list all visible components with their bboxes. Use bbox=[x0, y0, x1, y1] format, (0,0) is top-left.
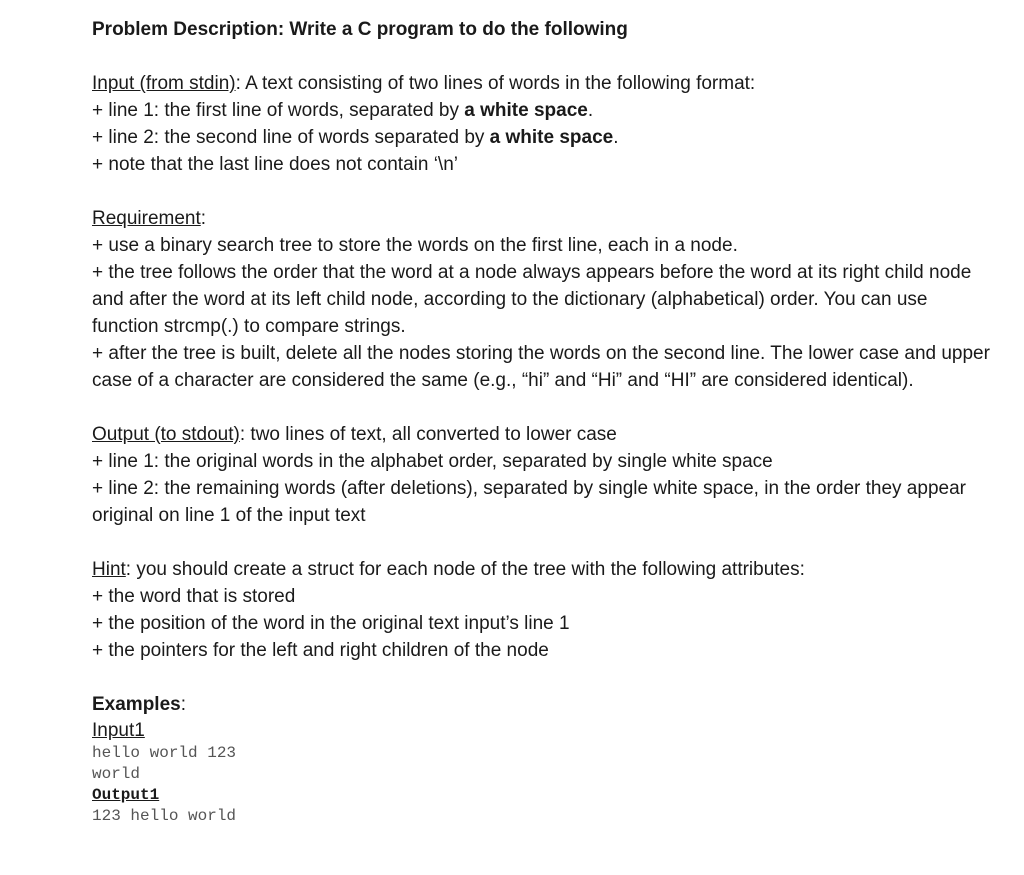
hint-item-1: + the word that is stored bbox=[92, 586, 296, 607]
example-output-label: Output1 bbox=[92, 786, 160, 804]
examples-section bbox=[92, 691, 992, 827]
hint-section bbox=[92, 556, 992, 664]
spacer bbox=[92, 178, 992, 205]
hint-item-3: + the pointers for the left and right children of the node bbox=[92, 640, 549, 661]
output-intro: : two lines of text, all converted to lower case bbox=[239, 424, 617, 445]
requirement-section bbox=[92, 205, 992, 394]
example-input-label: Input1 bbox=[92, 720, 145, 741]
requirement-item-3: + after the tree is built, delete all the nodes storing the words on the second line. The lower case and upper case of a character are considered the same (e.g., “hi” and “Hi” and “HI” are considered identical). bbox=[92, 343, 990, 391]
output-item-1: + line 1: the original words in the alphabet order, separated by single white space bbox=[92, 451, 773, 472]
examples-heading: Examples bbox=[92, 694, 181, 715]
input-line2-bold: a white space bbox=[489, 127, 614, 148]
requirement-item-1: + use a binary search tree to store the words on the first line, each in a node. bbox=[92, 235, 738, 256]
input-note: + note that the last line does not contain ‘\n’ bbox=[92, 154, 459, 175]
input-line2-prefix: + line 2: the second line of words separated by bbox=[92, 127, 490, 148]
example-input-line-1: hello world 123 bbox=[92, 744, 237, 762]
input-line1-item bbox=[92, 97, 992, 124]
input-line1-suffix: . bbox=[587, 100, 594, 121]
input-line1-prefix: + line 1: the first line of words, separated by bbox=[92, 100, 465, 121]
requirement-heading-suffix: : bbox=[200, 208, 207, 229]
output-item-2: + line 2: the remaining words (after deletions), separated by single white space, in the order they appear original on line 1 of the input text bbox=[92, 478, 966, 526]
example-input-line-2: world bbox=[92, 765, 141, 783]
requirement-heading: Requirement bbox=[92, 208, 201, 229]
output-heading: Output (to stdout) bbox=[92, 424, 240, 445]
example-output-line-1: 123 hello world bbox=[92, 807, 237, 825]
input-line2-suffix: . bbox=[613, 127, 619, 148]
hint-heading: Hint bbox=[92, 559, 126, 580]
input-heading: Input (from stdin) bbox=[92, 73, 236, 94]
requirement-heading-line bbox=[92, 205, 992, 232]
input-intro-line bbox=[92, 70, 992, 97]
requirement-item-2: + the tree follows the order that the word at a node always appears before the word at its right child node and after the word at its left child node, according to the dictionary (alphabetical) order. You can use function strcmp(.) to compare strings. bbox=[92, 262, 972, 337]
examples-heading-line bbox=[92, 691, 992, 718]
spacer bbox=[92, 529, 992, 556]
output-intro-line bbox=[92, 421, 992, 448]
input-line1-bold: a white space bbox=[464, 100, 588, 121]
input-intro: : A text consisting of two lines of words in the following format: bbox=[235, 73, 756, 94]
hint-item-2: + the position of the word in the original text input’s line 1 bbox=[92, 613, 570, 634]
examples-heading-suffix: : bbox=[180, 694, 187, 715]
hint-intro: : you should create a struct for each node of the tree with the following attributes: bbox=[125, 559, 805, 580]
spacer bbox=[92, 664, 992, 691]
hint-intro-line bbox=[92, 556, 992, 583]
output-section bbox=[92, 421, 992, 529]
document-body bbox=[92, 16, 992, 827]
page-title: Problem Description: Write a C program to do the following bbox=[92, 19, 628, 40]
input-line2-item bbox=[92, 124, 992, 151]
spacer bbox=[92, 394, 992, 421]
input-section bbox=[92, 70, 992, 178]
spacer bbox=[92, 43, 992, 70]
